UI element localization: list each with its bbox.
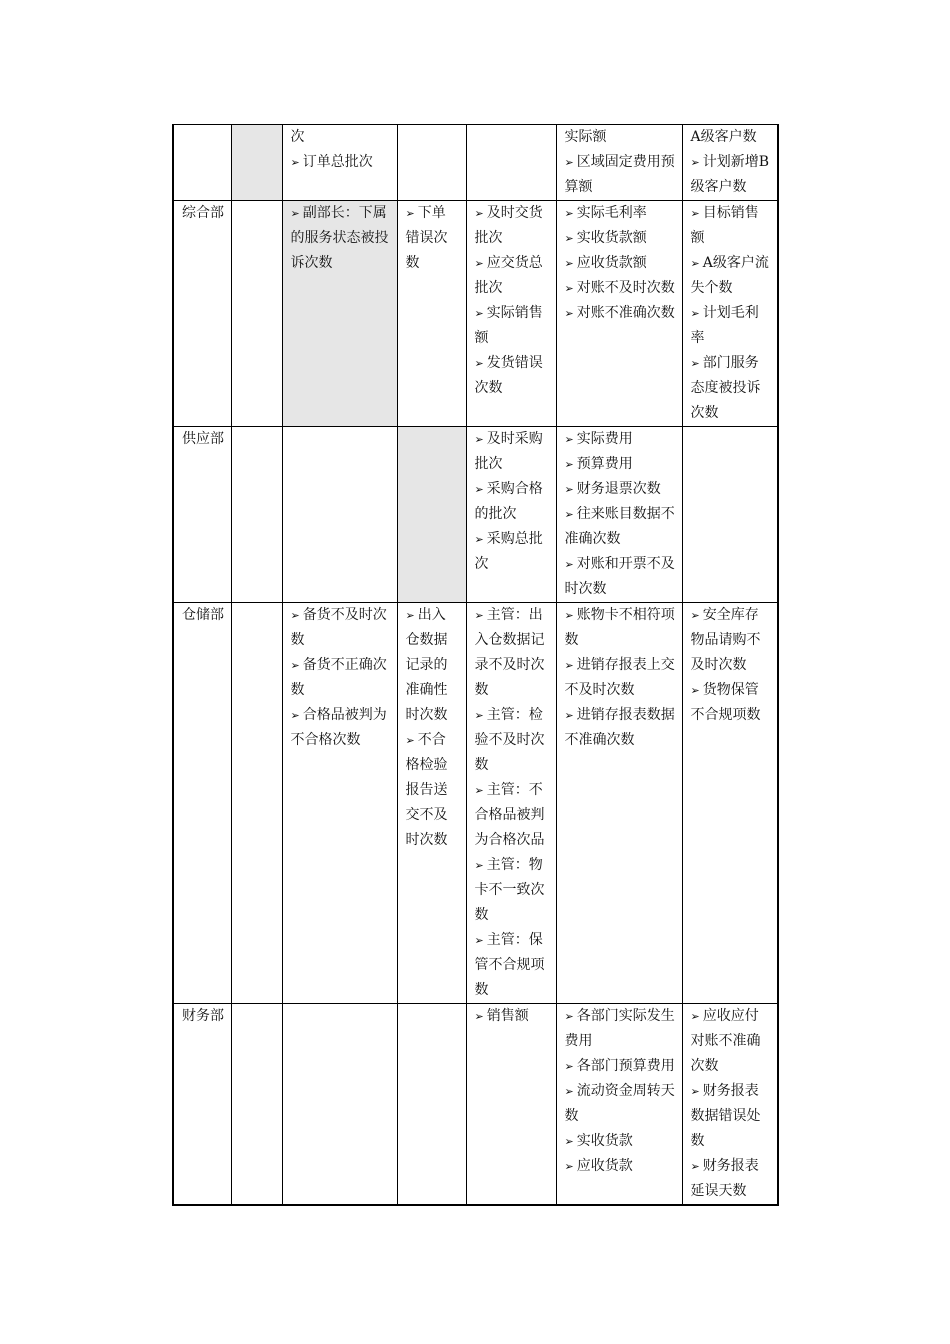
blank-cell (231, 125, 282, 201)
kpi-table (172, 124, 779, 1206)
cell-text: 对账和开票不及时次数 (564, 556, 675, 597)
cell-line (691, 351, 772, 426)
arrow-bullet-icon: ➢ (290, 659, 300, 672)
cell-line (475, 251, 550, 301)
cell-line (565, 703, 676, 753)
arrow-bullet-icon: ➢ (474, 1010, 484, 1023)
cell-text: 实收货款额 (576, 230, 647, 246)
cell-text: 备货不及时次数 (290, 607, 387, 648)
cell-text: 计划新增B级客户数 (690, 154, 770, 195)
cell-line (475, 477, 550, 527)
arrow-bullet-icon: ➢ (564, 709, 574, 722)
indicator-cell-e (682, 201, 778, 427)
cell-text: 出入仓数据记录的准确性时次数 (405, 607, 448, 723)
cell-text: 部门服务态度被投诉次数 (690, 355, 761, 421)
arrow-bullet-icon: ➢ (564, 1010, 574, 1023)
table-row (173, 1004, 778, 1206)
cell-line (406, 728, 460, 853)
cell-text: 应收应付对账不准确次数 (690, 1008, 761, 1074)
arrow-bullet-icon: ➢ (564, 1085, 574, 1098)
indicator-cell-e (682, 1004, 778, 1206)
cell-text: 销售额 (486, 1008, 529, 1024)
cell-text: 安全库存物品请购不及时次数 (690, 607, 761, 673)
indicator-cell-c (466, 201, 556, 427)
cell-text: 采购总批次 (474, 531, 543, 572)
cell-text: 预算费用 (576, 456, 633, 472)
indicator-cell-a (282, 1004, 397, 1206)
cell-text: 往来账目数据不准确次数 (564, 506, 675, 547)
indicator-cell-c (466, 603, 556, 1004)
blank-cell (231, 1004, 282, 1206)
arrow-bullet-icon: ➢ (474, 709, 484, 722)
cell-text: 应收货款额 (576, 255, 647, 271)
arrow-bullet-icon: ➢ (690, 1160, 700, 1173)
cell-line (691, 251, 772, 301)
indicator-cell-b (397, 427, 466, 603)
indicator-cell-e (682, 125, 778, 201)
indicator-cell-b (397, 125, 466, 201)
cell-line (691, 1154, 772, 1204)
cell-line (565, 201, 676, 226)
arrow-bullet-icon: ➢ (405, 207, 415, 220)
arrow-bullet-icon: ➢ (564, 156, 574, 169)
blank-cell (231, 603, 282, 1004)
cell-line (565, 502, 676, 552)
cell-text: 主管：检验不及时次数 (474, 707, 545, 773)
cell-line (182, 427, 225, 452)
arrow-bullet-icon: ➢ (474, 257, 484, 270)
cell-line (565, 226, 676, 251)
cell-line (475, 351, 550, 401)
cell-text: 主管：物卡不一致次数 (474, 857, 545, 923)
department-cell (173, 201, 231, 427)
arrow-bullet-icon: ➢ (690, 257, 700, 270)
indicator-cell-a (282, 603, 397, 1004)
arrow-bullet-icon: ➢ (290, 156, 300, 169)
arrow-bullet-icon: ➢ (290, 709, 300, 722)
cell-text: 流动资金周转天数 (564, 1083, 675, 1124)
cell-line (406, 603, 460, 728)
cell-text: 实际毛利率 (576, 205, 647, 221)
arrow-bullet-icon: ➢ (564, 307, 574, 320)
arrow-bullet-icon: ➢ (564, 1135, 574, 1148)
cell-text: 应收货款 (576, 1158, 633, 1174)
arrow-bullet-icon: ➢ (564, 659, 574, 672)
cell-line (475, 301, 550, 351)
cell-text: 进销存报表数据不准确次数 (564, 707, 675, 748)
cell-text: 各部门实际发生费用 (564, 1008, 675, 1049)
cell-text: 对账不准确次数 (576, 305, 675, 321)
table-row (173, 201, 778, 427)
arrow-bullet-icon: ➢ (474, 357, 484, 370)
arrow-bullet-icon: ➢ (564, 1060, 574, 1073)
cell-line (406, 201, 460, 276)
cell-line (691, 301, 772, 351)
cell-line (565, 653, 676, 703)
cell-text: 区域固定费用预算额 (564, 154, 675, 195)
blank-cell (231, 201, 282, 427)
cell-line (475, 928, 550, 1003)
cell-text: 货物保管不合规项数 (690, 682, 761, 723)
cell-text: 及时交货批次 (474, 205, 543, 246)
cell-text: 合格品被判为不合格次数 (290, 707, 387, 748)
arrow-bullet-icon: ➢ (474, 207, 484, 220)
indicator-cell-d (556, 1004, 682, 1206)
indicator-cell-d (556, 603, 682, 1004)
cell-text: 账物卡不相符项数 (564, 607, 675, 648)
table-body (173, 125, 778, 1206)
indicator-cell-d (556, 125, 682, 201)
cell-text: 采购合格的批次 (474, 481, 543, 522)
table-row (173, 603, 778, 1004)
arrow-bullet-icon: ➢ (690, 1010, 700, 1023)
arrow-bullet-icon: ➢ (690, 207, 700, 220)
cell-line (291, 653, 391, 703)
cell-text: 对账不及时次数 (576, 280, 675, 296)
cell-line (565, 150, 676, 200)
cell-text: 次 (290, 129, 305, 145)
cell-line (475, 527, 550, 577)
cell-text: 实际费用 (576, 431, 633, 447)
cell-line (475, 1004, 550, 1029)
cell-line (691, 1004, 772, 1079)
cell-text: 供应部 (182, 431, 224, 447)
arrow-bullet-icon: ➢ (474, 609, 484, 622)
cell-text: 下单错误次数 (405, 205, 448, 271)
cell-line (182, 603, 225, 628)
arrow-bullet-icon: ➢ (474, 307, 484, 320)
arrow-bullet-icon: ➢ (564, 282, 574, 295)
cell-line (565, 1129, 676, 1154)
cell-text: 订单总批次 (302, 154, 373, 170)
indicator-cell-d (556, 201, 682, 427)
cell-text: 主管：出入仓数据记录不及时次数 (474, 607, 545, 698)
cell-text: 综合部 (182, 205, 224, 221)
arrow-bullet-icon: ➢ (564, 232, 574, 245)
arrow-bullet-icon: ➢ (564, 558, 574, 571)
indicator-cell-b (397, 1004, 466, 1206)
cell-line (182, 201, 225, 226)
arrow-bullet-icon: ➢ (474, 934, 484, 947)
arrow-bullet-icon: ➢ (690, 1085, 700, 1098)
cell-line (565, 1154, 676, 1179)
indicator-cell-a (282, 427, 397, 603)
cell-text: 不合格检验报告送交不及时次数 (405, 732, 448, 848)
department-cell (173, 125, 231, 201)
indicator-cell-c (466, 427, 556, 603)
cell-line (475, 603, 550, 703)
cell-line (565, 125, 676, 150)
indicator-cell-e (682, 427, 778, 603)
arrow-bullet-icon: ➢ (564, 1160, 574, 1173)
arrow-bullet-icon: ➢ (564, 458, 574, 471)
cell-text: 财务报表数据错误处数 (690, 1083, 761, 1149)
cell-line (565, 552, 676, 602)
cell-text: 计划毛利率 (690, 305, 759, 346)
arrow-bullet-icon: ➢ (690, 307, 700, 320)
cell-line (565, 251, 676, 276)
cell-line (691, 603, 772, 678)
cell-line (475, 703, 550, 778)
arrow-bullet-icon: ➢ (564, 207, 574, 220)
arrow-bullet-icon: ➢ (690, 684, 700, 697)
arrow-bullet-icon: ➢ (564, 433, 574, 446)
cell-text: 财务退票次数 (576, 481, 661, 497)
cell-line (565, 452, 676, 477)
indicator-cell-e (682, 603, 778, 1004)
cell-line (291, 150, 391, 175)
cell-line (475, 778, 550, 853)
cell-line (691, 201, 772, 251)
cell-text: 目标销售额 (690, 205, 759, 246)
cell-text: 发货错误次数 (474, 355, 543, 396)
arrow-bullet-icon: ➢ (290, 609, 300, 622)
cell-line (565, 1079, 676, 1129)
cell-text: A级客户数 (690, 129, 757, 145)
department-cell (173, 427, 231, 603)
cell-line (182, 1004, 225, 1029)
cell-text: 主管：不合格品被判为合格次品 (474, 782, 545, 848)
indicator-cell-a (282, 201, 397, 427)
arrow-bullet-icon: ➢ (690, 156, 700, 169)
cell-line (691, 1079, 772, 1154)
cell-text: 各部门预算费用 (576, 1058, 675, 1074)
arrow-bullet-icon: ➢ (564, 257, 574, 270)
indicator-cell-b (397, 603, 466, 1004)
cell-line (691, 150, 772, 200)
arrow-bullet-icon: ➢ (474, 533, 484, 546)
indicator-cell-c (466, 125, 556, 201)
cell-text: 财务部 (182, 1008, 224, 1024)
cell-text: 进销存报表上交不及时次数 (564, 657, 675, 698)
arrow-bullet-icon: ➢ (690, 609, 700, 622)
indicator-cell-a (282, 125, 397, 201)
arrow-bullet-icon: ➢ (690, 357, 700, 370)
cell-line (475, 201, 550, 251)
cell-text: 备货不正确次数 (290, 657, 387, 698)
cell-line (565, 603, 676, 653)
cell-text: 副部长：下属的服务状态被投诉次数 (290, 205, 389, 271)
cell-text: 仓储部 (182, 607, 224, 623)
cell-line (691, 125, 772, 150)
arrow-bullet-icon: ➢ (405, 609, 415, 622)
arrow-bullet-icon: ➢ (405, 734, 415, 747)
blank-cell (231, 427, 282, 603)
cell-line (565, 1004, 676, 1054)
cell-line (565, 427, 676, 452)
cell-line (565, 477, 676, 502)
arrow-bullet-icon: ➢ (564, 609, 574, 622)
cell-text: 实际销售额 (474, 305, 543, 346)
arrow-bullet-icon: ➢ (290, 207, 300, 220)
department-cell (173, 603, 231, 1004)
indicator-cell-c (466, 1004, 556, 1206)
arrow-bullet-icon: ➢ (474, 784, 484, 797)
cell-text: 实收货款 (576, 1133, 633, 1149)
cell-line (565, 301, 676, 326)
cell-text: A级客户流失个数 (690, 255, 769, 296)
indicator-cell-d (556, 427, 682, 603)
cell-line (291, 125, 391, 150)
cell-line (291, 603, 391, 653)
cell-line (565, 1054, 676, 1079)
cell-text: 及时采购批次 (474, 431, 543, 472)
cell-line (291, 703, 391, 753)
cell-line (475, 853, 550, 928)
department-cell (173, 1004, 231, 1206)
arrow-bullet-icon: ➢ (564, 483, 574, 496)
cell-line (565, 276, 676, 301)
cell-text: 实际额 (564, 129, 607, 145)
cell-text: 应交货总批次 (474, 255, 543, 296)
cell-text: 财务报表延误天数 (690, 1158, 759, 1199)
cell-line (291, 201, 391, 276)
arrow-bullet-icon: ➢ (564, 508, 574, 521)
table-row (173, 125, 778, 201)
indicator-cell-b (397, 201, 466, 427)
cell-line (691, 678, 772, 728)
cell-text: 主管：保管不合规项数 (474, 932, 545, 998)
table-row (173, 427, 778, 603)
cell-line (475, 427, 550, 477)
arrow-bullet-icon: ➢ (474, 859, 484, 872)
arrow-bullet-icon: ➢ (474, 483, 484, 496)
arrow-bullet-icon: ➢ (474, 433, 484, 446)
